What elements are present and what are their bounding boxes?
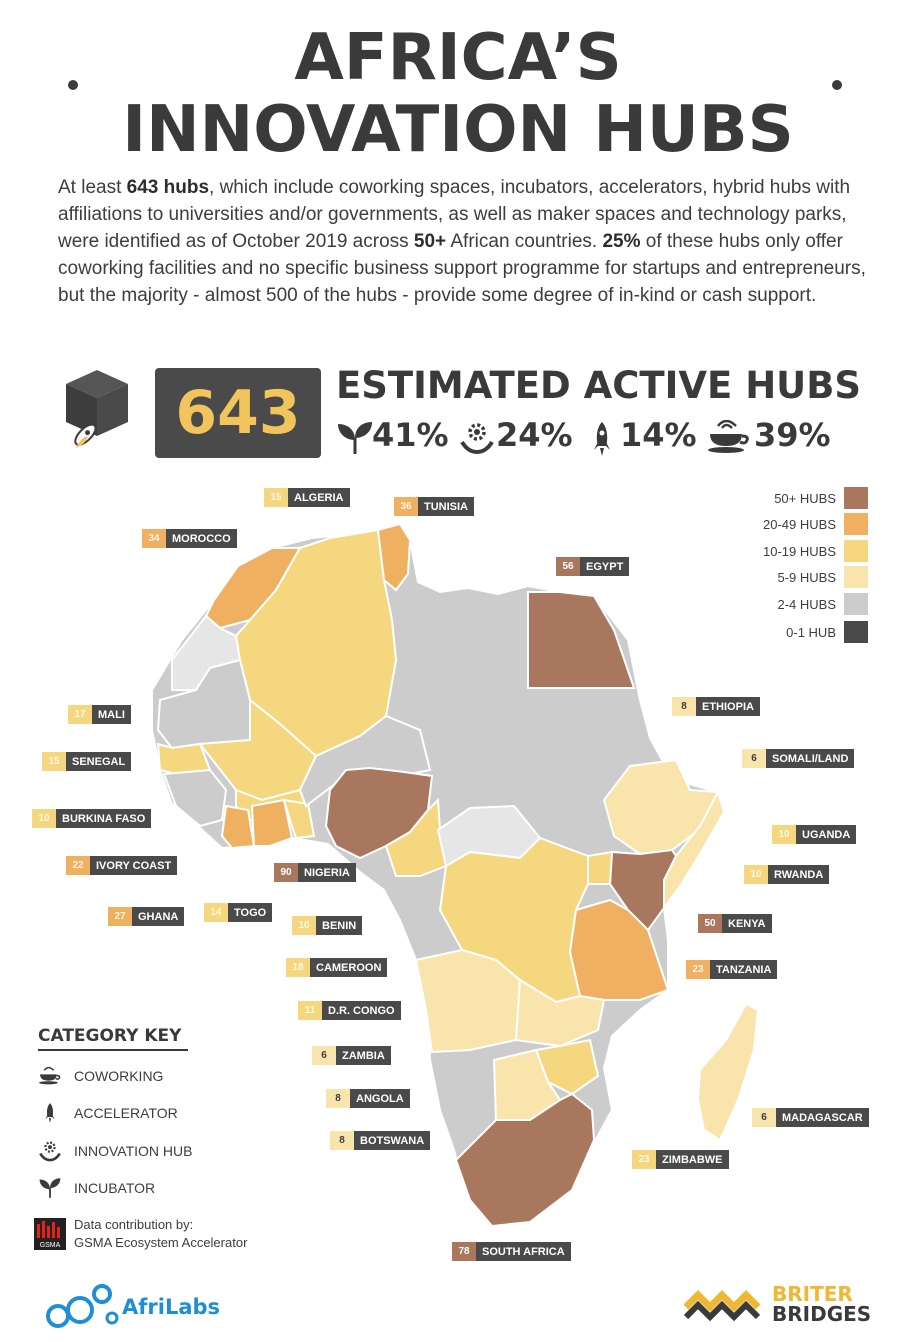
total-hubs-box: 643 bbox=[155, 368, 321, 458]
intro-paragraph: At least 643 hubs, which include coworking spaces, incubators, accelerators, hybrid hubs with affiliations to universities and/or governments, as well as maker spaces and technology parks, were identified as of October 2019 across 50+ African countries. 25% of these hubs only offer coworking facilities and no specific business support programme for startups and entrepreneurs, but the majority - almost 500 of the hubs - provide some degree of in-kind or cash support. bbox=[58, 177, 866, 306]
countries-bold: 50+ bbox=[413, 231, 447, 252]
label-botswana: 8 BOTSWANA bbox=[330, 1131, 430, 1150]
label-kenya: 50 KENYA bbox=[698, 914, 772, 933]
egypt-region bbox=[528, 592, 634, 688]
legend-swatch bbox=[844, 540, 868, 562]
legend-swatch bbox=[844, 593, 868, 615]
legend-item: 10-19 HUBS bbox=[763, 539, 868, 563]
data-credit: Data contribution by: GSMA Ecosystem Accelerator bbox=[74, 1217, 248, 1250]
label-angola: 8 ANGOLA bbox=[326, 1089, 410, 1108]
briter-bridges-logo: BRITER BRIDGES bbox=[684, 1284, 871, 1324]
category-key-underline bbox=[38, 1049, 188, 1051]
stat-accelerator: 14% bbox=[620, 416, 697, 454]
label-south-africa: 78 SOUTH AFRICA bbox=[452, 1242, 571, 1261]
madagascar-region bbox=[698, 1004, 758, 1140]
percent-bold: 25% bbox=[602, 231, 641, 252]
label-madagascar: 6 MADAGASCAR bbox=[752, 1108, 869, 1127]
hubs-count-bold: 643 hubs bbox=[126, 177, 210, 198]
label-cameroon: 18 CAMEROON bbox=[286, 958, 387, 977]
coworking-icon bbox=[38, 1064, 62, 1088]
svg-text:GSMA: GSMA bbox=[39, 1242, 61, 1249]
label-tunisia: 36 TUNISIA bbox=[394, 497, 474, 516]
label-rwanda: 10 RWANDA bbox=[744, 865, 829, 884]
category-key-title: CATEGORY KEY bbox=[38, 1026, 182, 1046]
label-algeria: 15 ALGERIA bbox=[264, 488, 350, 507]
label-egypt: 56 EGYPT bbox=[556, 557, 629, 576]
incubator-icon bbox=[38, 1176, 62, 1200]
label-dr-congo: 11 D.R. CONGO bbox=[298, 1001, 401, 1020]
label-zambia: 6 ZAMBIA bbox=[312, 1046, 391, 1065]
legend-swatch bbox=[844, 487, 868, 509]
legend-item: 50+ HUBS bbox=[774, 486, 868, 510]
ivory-coast-region bbox=[222, 806, 254, 848]
label-nigeria: 90 NIGERIA bbox=[274, 863, 356, 882]
senegal-region bbox=[158, 744, 210, 774]
label-tanzania: 23 TANZANIA bbox=[686, 960, 777, 979]
label-zimbabwe: 23 ZIMBABWE bbox=[632, 1150, 729, 1169]
innovation-hub-icon bbox=[38, 1139, 62, 1163]
afrilabs-mark bbox=[44, 1282, 120, 1332]
label-burkina-faso: 10 BURKINA FASO bbox=[32, 809, 151, 828]
uganda-region bbox=[588, 852, 612, 884]
label-ethiopia: 8 ETHIOPIA bbox=[672, 697, 760, 716]
label-benin: 10 BENIN bbox=[292, 916, 362, 935]
category-incubator: INCUBATOR bbox=[38, 1175, 155, 1201]
stat-innovation-hub: 24% bbox=[496, 416, 573, 454]
gsma-logo bbox=[34, 1218, 66, 1250]
accelerator-icon bbox=[38, 1101, 62, 1125]
legend-item: 5-9 HUBS bbox=[777, 565, 868, 589]
estimated-active-hubs-heading: ESTIMATED ACTIVE HUBS bbox=[336, 364, 862, 407]
label-uganda: 10 UGANDA bbox=[772, 825, 856, 844]
briter-bridges-mark bbox=[684, 1287, 766, 1321]
guinea-region bbox=[164, 770, 226, 826]
stat-coworking: 39% bbox=[754, 416, 831, 454]
legend-swatch bbox=[844, 566, 868, 588]
label-somaliland: 6 SOMALI/LAND bbox=[742, 749, 854, 768]
category-accelerator: ACCELERATOR bbox=[38, 1100, 178, 1126]
label-togo: 14 TOGO bbox=[204, 903, 272, 922]
category-coworking: COWORKING bbox=[38, 1063, 163, 1089]
legend-item: 20-49 HUBS bbox=[763, 512, 868, 536]
legend-swatch bbox=[844, 513, 868, 535]
label-ivory-coast: 22 IVORY COAST bbox=[66, 856, 177, 875]
label-morocco: 34 MOROCCO bbox=[142, 529, 237, 548]
legend-swatch bbox=[844, 621, 868, 643]
afrilabs-logo: AfriLabs bbox=[44, 1282, 220, 1332]
label-senegal: 15 SENEGAL bbox=[42, 752, 131, 771]
label-mali: 17 MALI bbox=[68, 705, 131, 724]
stat-incubator: 41% bbox=[372, 416, 449, 454]
label-ghana: 27 GHANA bbox=[108, 907, 184, 926]
category-innovation-hub: INNOVATION HUB bbox=[38, 1138, 193, 1164]
title-line-1: AFRICA’S bbox=[294, 21, 622, 95]
title-line-2: INNOVATION HUBS bbox=[122, 93, 794, 167]
legend-item: 2-4 HUBS bbox=[777, 592, 868, 616]
legend-item: 0-1 HUB bbox=[786, 620, 868, 644]
